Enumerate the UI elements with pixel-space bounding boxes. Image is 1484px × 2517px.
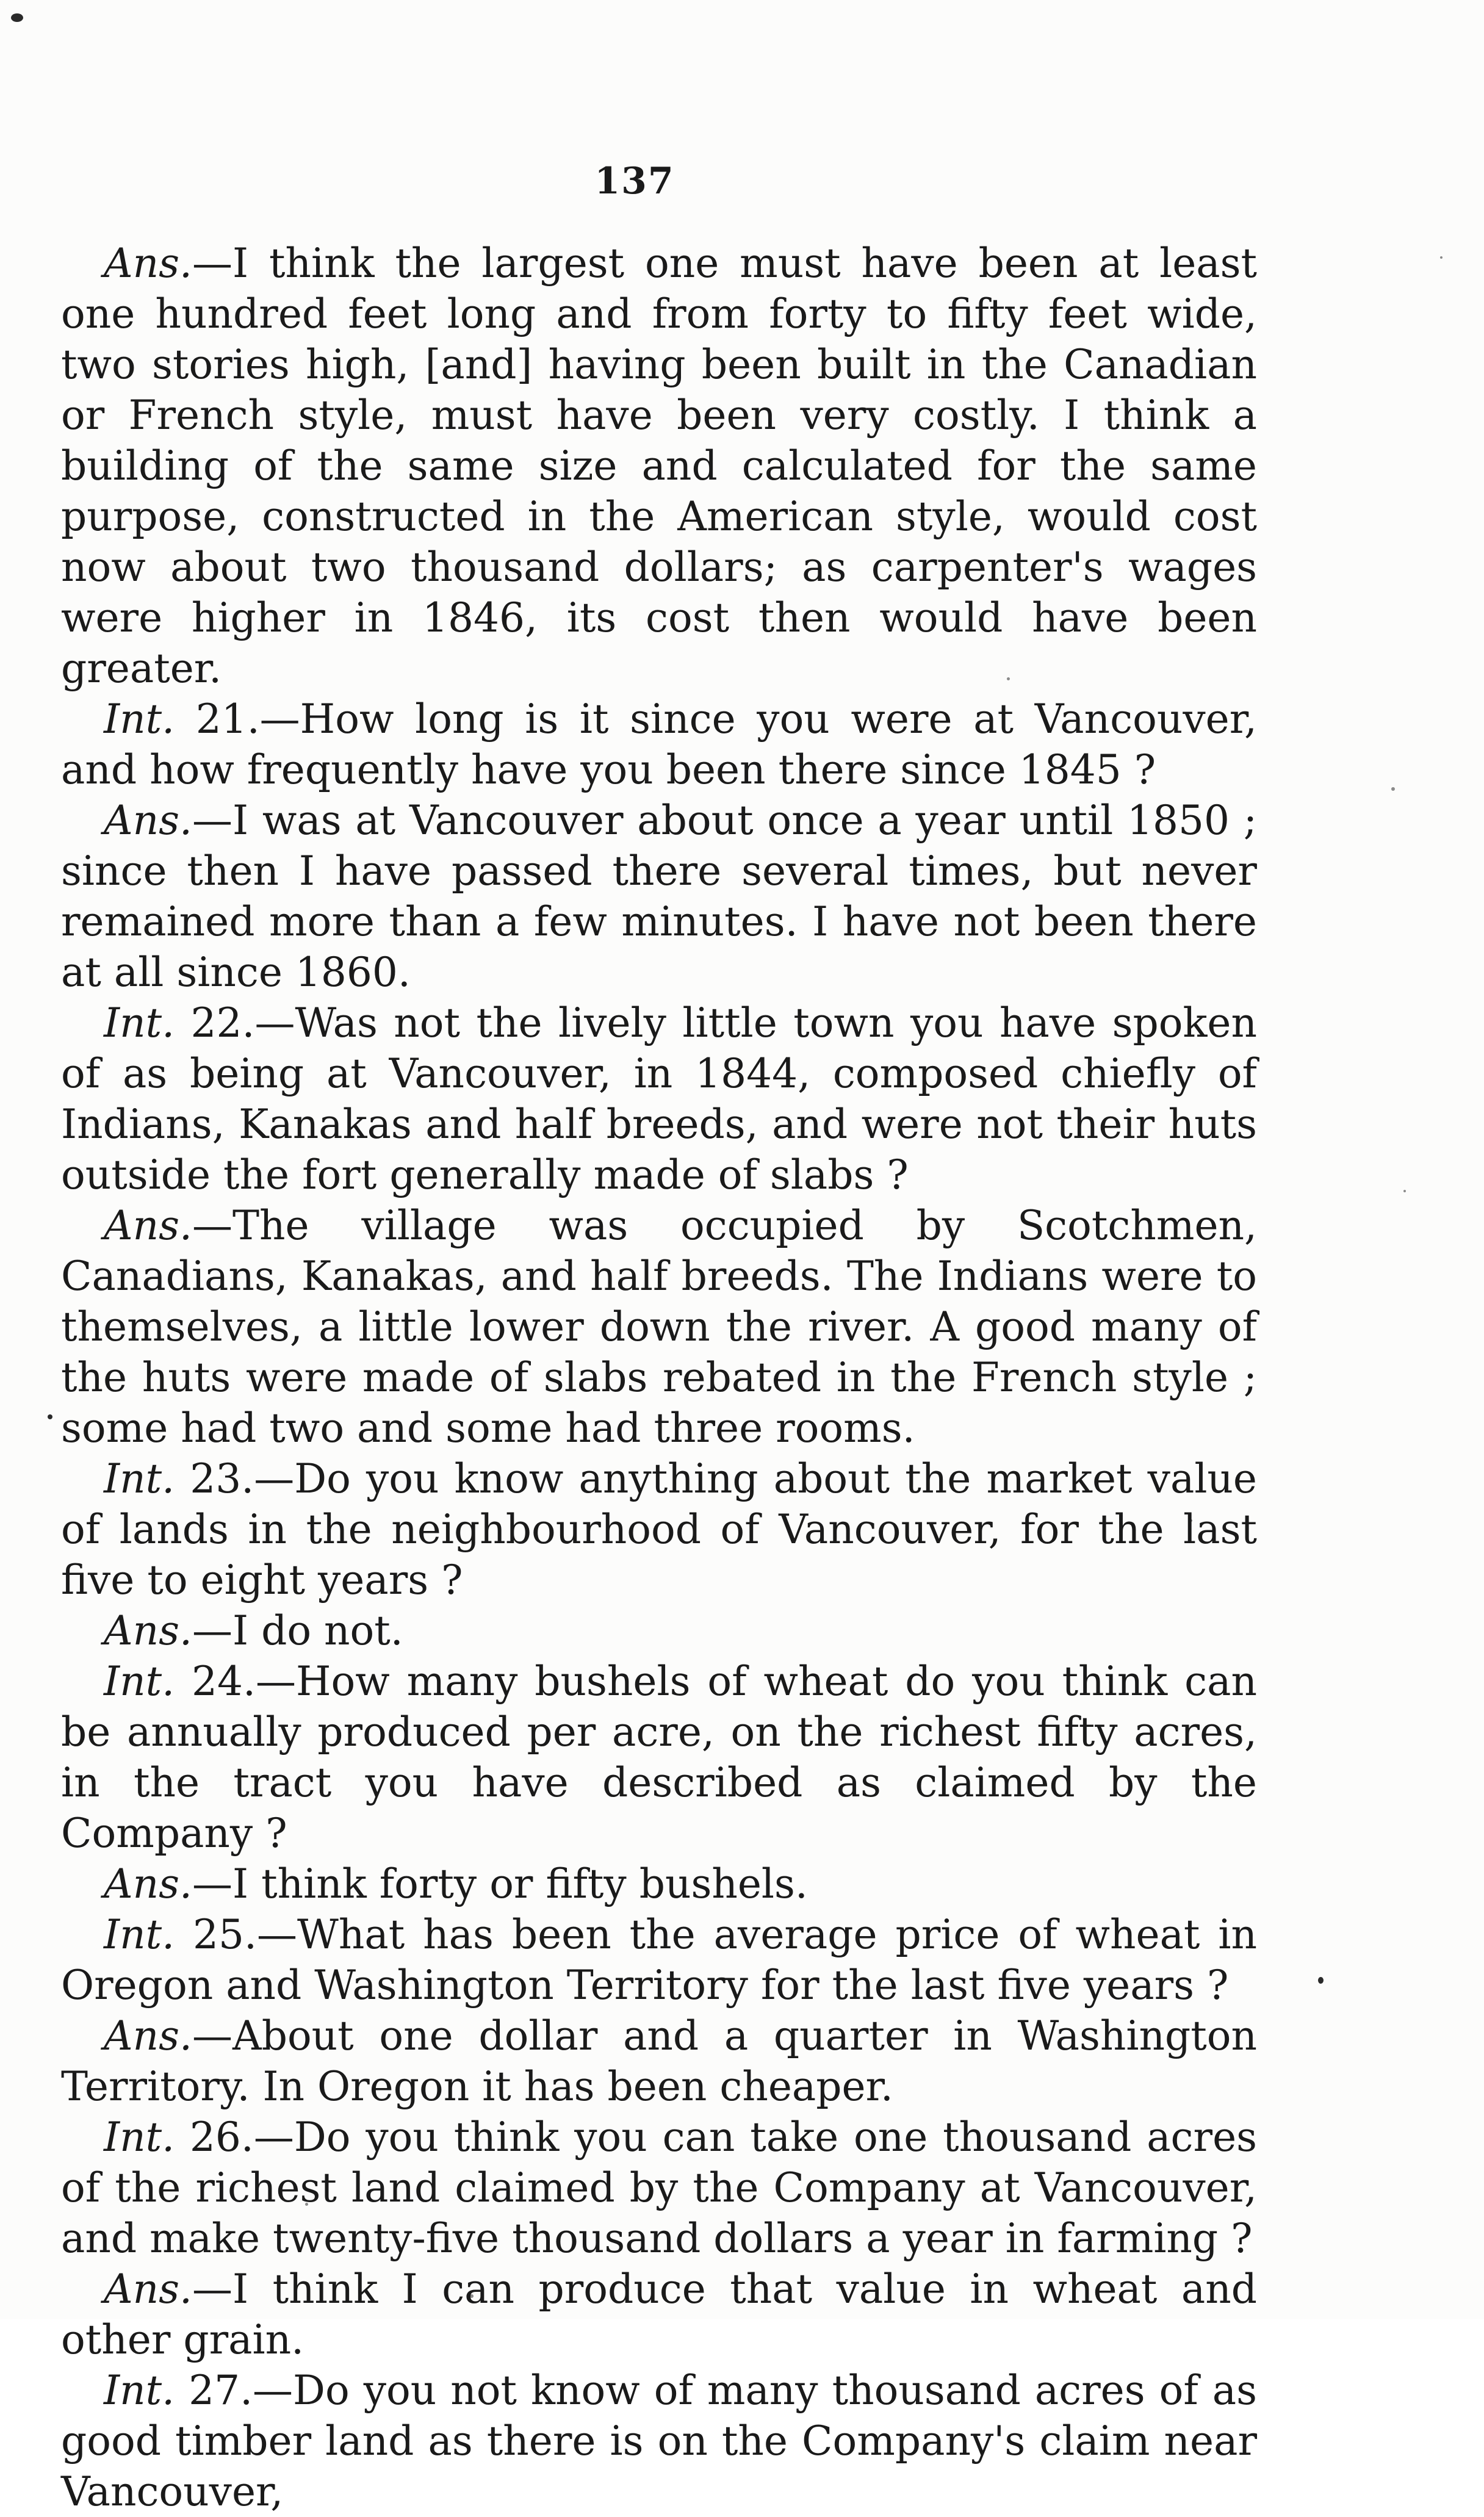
paragraph xyxy=(61,1656,1257,1859)
speaker-label: Ans. xyxy=(104,240,193,287)
paragraph xyxy=(61,1859,1257,1909)
page-number: 137 xyxy=(594,160,675,203)
speaker-label: Int. xyxy=(104,1658,175,1705)
speaker-label: Int. xyxy=(104,1455,175,1502)
paper-speckle xyxy=(1318,1977,1324,1984)
paragraph-text: 27.—Do you not know of many thousand acres of as good timber land as there is on the Company's claim near Vancouver, xyxy=(61,2367,1257,2515)
paragraph xyxy=(61,2011,1257,2112)
speaker-label: Ans. xyxy=(104,2012,193,2059)
paragraph-text: —I think forty or fifty bushels. xyxy=(192,1860,808,1907)
paragraph xyxy=(61,2112,1257,2264)
paragraph-text: 22.—Was not the lively little town you have spoken of as being at Vancouver, in 1844, composed chiefly of Indians, Kanakas and half breeds, and were not their huts outside the fort generally made of slabs ? xyxy=(61,999,1257,1198)
paragraph xyxy=(61,998,1257,1200)
speaker-label: Ans. xyxy=(104,1202,193,1249)
paragraph xyxy=(61,694,1257,795)
paragraph xyxy=(61,2264,1257,2365)
paper-speckle xyxy=(1391,787,1395,791)
paragraph-text: —I was at Vancouver about once a year until 1850 ; since then I have passed there several times, but never remained more than a few minutes. I have not been there at all since 1860. xyxy=(61,797,1257,996)
paragraph xyxy=(61,1453,1257,1605)
speaker-label: Int. xyxy=(104,999,175,1046)
paper-speckle xyxy=(1403,1190,1406,1192)
paragraph-text: —I do not. xyxy=(192,1607,403,1654)
paragraph xyxy=(61,238,1257,694)
speaker-label: Ans. xyxy=(104,1607,193,1654)
paragraph-text: 21.—How long is it since you were at Vancouver, and how frequently have you been there since 1845 ? xyxy=(61,696,1257,793)
paragraph xyxy=(61,795,1257,998)
speaker-label: Int. xyxy=(104,1911,175,1958)
paragraph xyxy=(61,1200,1257,1453)
paragraph-text: —The village was occupied by Scotchmen, Canadians, Kanakas, and half breeds. The Indians were to themselves, a little lower down the river. A good many of the huts were made of slabs rebated in the French style ; some had two and some had three rooms. xyxy=(61,1202,1257,1452)
paper-speckle xyxy=(1440,256,1443,259)
speaker-label: Int. xyxy=(104,2114,175,2161)
paragraph xyxy=(61,2365,1257,2517)
paragraph-text: 26.—Do you think you can take one thousand acres of the richest land claimed by the Company at Vancouver, and make twenty-five thousand dollars a year in farming ? xyxy=(61,2114,1257,2262)
paper-speckle xyxy=(11,13,23,22)
speaker-label: Ans. xyxy=(104,1860,193,1907)
paragraph-text: 24.—How many bushels of wheat do you think can be annually produced per acre, on the richest fifty acres, in the tract you have described as claimed by the Company ? xyxy=(61,1658,1257,1857)
paragraph-text: —About one dollar and a quarter in Washington Territory. In Oregon it has been cheaper. xyxy=(61,2012,1257,2110)
paragraph-text: —I think I can produce that value in wheat and other grain. xyxy=(61,2266,1257,2363)
body-text xyxy=(61,238,1257,2517)
paper-speckle xyxy=(48,1414,52,1419)
paragraph-text: 25.—What has been the average price of wheat in Oregon and Washington Territory for the last five years ? xyxy=(61,1911,1257,2009)
paragraph xyxy=(61,1605,1257,1656)
paragraph xyxy=(61,1909,1257,2011)
paragraph-text: —I think the largest one must have been at least one hundred feet long and from forty to fifty feet wide, two stories high, [and] having been built in the Canadian or French style, must have been very costly. I think a building of the same size and calculated for the same purpose, constructed in the American style, would cost now about two thousand dollars; as carpenter's wages were higher in 1846, its cost then would have been greater. xyxy=(61,240,1257,692)
speaker-label: Int. xyxy=(104,2367,175,2414)
speaker-label: Ans. xyxy=(104,797,193,844)
speaker-label: Ans. xyxy=(104,2266,193,2313)
paragraph-text: 23.—Do you know anything about the market value of lands in the neighbourhood of Vancouver, for the last five to eight years ? xyxy=(61,1455,1257,1604)
speaker-label: Int. xyxy=(104,696,175,743)
